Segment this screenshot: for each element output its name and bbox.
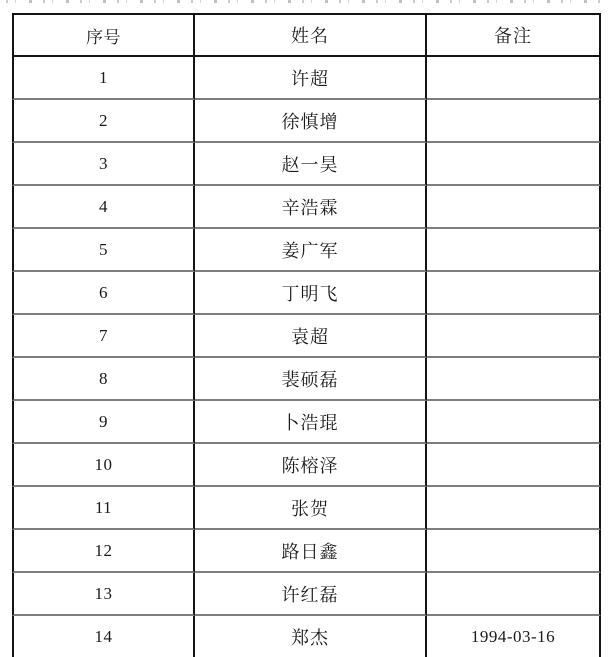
cropped-text-fragments (6, 0, 607, 4)
cell-remark (427, 573, 601, 616)
table-row (12, 143, 601, 186)
cell-name: 卜浩琨 (195, 401, 427, 444)
table-row (12, 186, 601, 229)
cell-name: 陈榕泽 (195, 444, 427, 487)
table-row (12, 229, 601, 272)
cell-no: 4 (12, 186, 195, 229)
cell-no: 7 (12, 315, 195, 358)
header-cell-name: 姓名 (195, 13, 427, 57)
cell-no: 12 (12, 530, 195, 573)
table-row (12, 272, 601, 315)
cell-remark (427, 401, 601, 444)
table-row (12, 530, 601, 573)
table-row (12, 487, 601, 530)
table-row (12, 315, 601, 358)
cell-no: 11 (12, 487, 195, 530)
cell-no: 8 (12, 358, 195, 401)
cell-remark (427, 358, 601, 401)
cell-name: 许红磊 (195, 573, 427, 616)
cell-name: 赵一昊 (195, 143, 427, 186)
cell-name: 许超 (195, 57, 427, 100)
cell-name: 张贺 (195, 487, 427, 530)
cell-name: 丁明飞 (195, 272, 427, 315)
cell-remark: 1994-03-16 (427, 616, 601, 657)
table-row (12, 444, 601, 487)
cell-remark (427, 487, 601, 530)
roster-table (12, 13, 601, 657)
table-row (12, 57, 601, 100)
header-cell-remark: 备注 (427, 13, 601, 57)
cell-no: 5 (12, 229, 195, 272)
cell-no: 10 (12, 444, 195, 487)
header-cell-no: 序号 (12, 13, 195, 57)
cell-remark (427, 57, 601, 100)
header-row (12, 13, 601, 57)
cell-name: 袁超 (195, 315, 427, 358)
cell-no: 13 (12, 573, 195, 616)
cell-remark (427, 444, 601, 487)
cell-remark (427, 530, 601, 573)
table-row (12, 358, 601, 401)
table-row (12, 616, 601, 657)
cell-no: 2 (12, 100, 195, 143)
cell-name: 徐慎增 (195, 100, 427, 143)
cell-remark (427, 315, 601, 358)
table-row (12, 573, 601, 616)
cell-remark (427, 100, 601, 143)
cell-name: 姜广军 (195, 229, 427, 272)
cell-name: 辛浩霖 (195, 186, 427, 229)
cell-remark (427, 272, 601, 315)
table-row (12, 401, 601, 444)
cell-remark (427, 186, 601, 229)
cell-remark (427, 229, 601, 272)
cell-name: 路日鑫 (195, 530, 427, 573)
cell-no: 9 (12, 401, 195, 444)
cell-remark (427, 143, 601, 186)
cell-no: 1 (12, 57, 195, 100)
table-row (12, 100, 601, 143)
cell-no: 3 (12, 143, 195, 186)
cell-no: 6 (12, 272, 195, 315)
cell-no: 14 (12, 616, 195, 657)
cell-name: 郑杰 (195, 616, 427, 657)
cell-name: 裴硕磊 (195, 358, 427, 401)
